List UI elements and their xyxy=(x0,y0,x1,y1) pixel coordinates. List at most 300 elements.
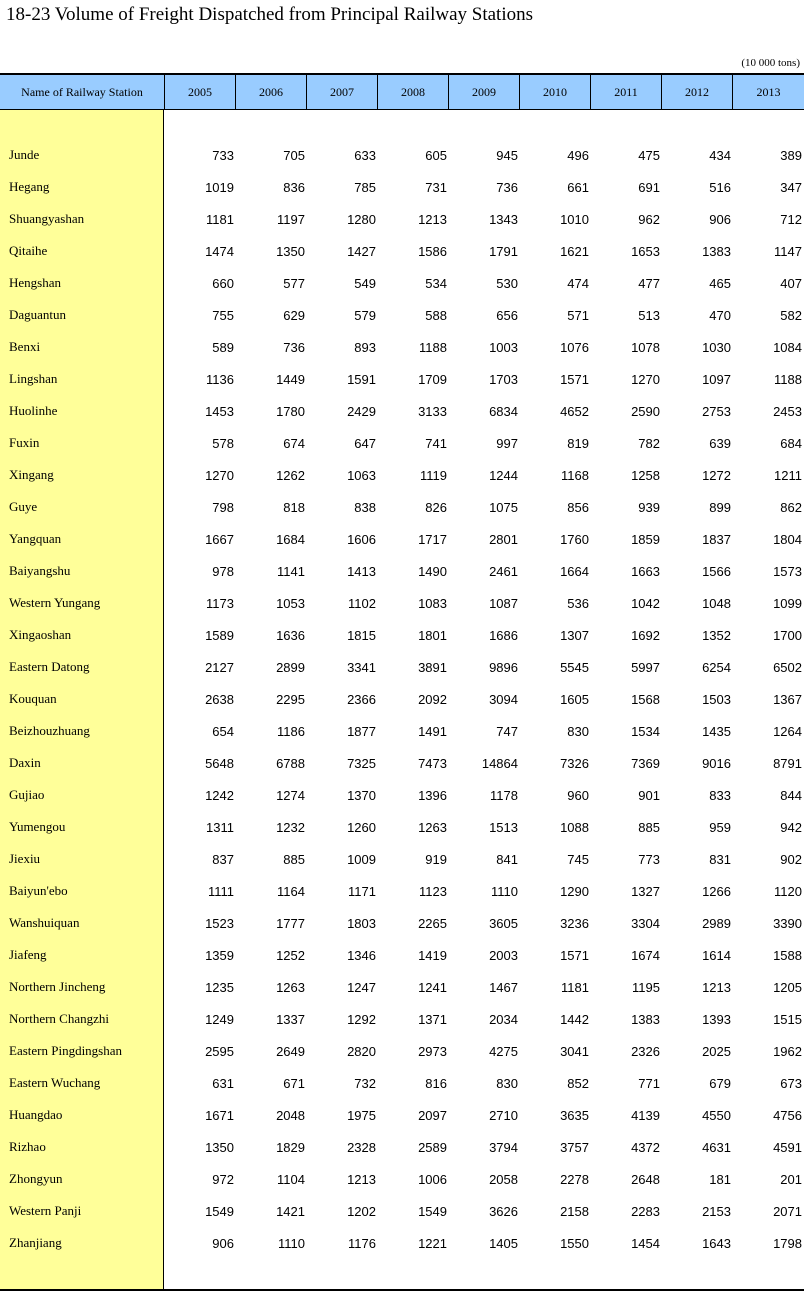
freight-value: 1053 xyxy=(276,595,305,611)
freight-value: 1877 xyxy=(347,723,376,739)
freight-value: 1571 xyxy=(560,371,589,387)
freight-value: 4139 xyxy=(631,1107,660,1123)
station-name: Xingaoshan xyxy=(9,627,72,642)
freight-value: 3794 xyxy=(489,1139,518,1155)
freight-value: 962 xyxy=(638,211,660,227)
freight-value: 1453 xyxy=(205,403,234,419)
freight-value: 1491 xyxy=(418,723,447,739)
freight-value: 1550 xyxy=(560,1235,589,1251)
freight-value: 1703 xyxy=(489,371,518,387)
freight-value: 4591 xyxy=(773,1139,802,1155)
freight-value: 1760 xyxy=(560,531,589,547)
station-name: Daxin xyxy=(9,755,41,770)
freight-value: 712 xyxy=(780,211,802,227)
station-name: Hegang xyxy=(9,179,50,194)
freight-value: 978 xyxy=(212,563,234,579)
freight-value: 2590 xyxy=(631,403,660,419)
freight-value: 6254 xyxy=(702,659,731,675)
table-row xyxy=(0,427,804,459)
freight-value: 1467 xyxy=(489,979,518,995)
station-name: Huolinhe xyxy=(9,403,58,418)
station-name: Xingang xyxy=(9,467,54,482)
freight-value: 830 xyxy=(567,723,589,739)
freight-value: 1141 xyxy=(277,563,305,579)
table-row xyxy=(0,587,804,619)
freight-value: 919 xyxy=(425,851,447,867)
station-name: Kouquan xyxy=(9,691,57,706)
freight-value: 1413 xyxy=(347,563,376,579)
freight-value: 6502 xyxy=(773,659,802,675)
freight-value: 577 xyxy=(283,275,305,291)
freight-value: 852 xyxy=(567,1075,589,1091)
freight-value: 1244 xyxy=(489,467,518,483)
freight-value: 1247 xyxy=(347,979,376,995)
freight-value: 755 xyxy=(212,307,234,323)
freight-value: 1123 xyxy=(419,883,447,899)
freight-value: 1588 xyxy=(773,947,802,963)
freight-value: 2295 xyxy=(276,691,305,707)
freight-value: 2025 xyxy=(702,1043,731,1059)
freight-value: 1643 xyxy=(702,1235,731,1251)
freight-value: 579 xyxy=(354,307,376,323)
freight-value: 1359 xyxy=(205,947,234,963)
station-name: Gujiao xyxy=(9,787,45,802)
freight-value: 1571 xyxy=(560,947,589,963)
freight-value: 1515 xyxy=(773,1011,802,1027)
freight-value: 833 xyxy=(709,787,731,803)
freight-value: 679 xyxy=(709,1075,731,1091)
freight-value: 1063 xyxy=(347,467,376,483)
freight-value: 1621 xyxy=(560,243,589,259)
freight-value: 2092 xyxy=(418,691,447,707)
freight-value: 407 xyxy=(780,275,802,291)
freight-value: 2649 xyxy=(276,1043,305,1059)
freight-value: 733 xyxy=(212,147,234,163)
freight-value: 1264 xyxy=(773,723,802,739)
freight-value: 674 xyxy=(283,435,305,451)
freight-value: 1591 xyxy=(347,371,376,387)
table-row xyxy=(0,939,804,971)
freight-value: 4550 xyxy=(702,1107,731,1123)
table-row xyxy=(0,747,804,779)
freight-value: 516 xyxy=(709,179,731,195)
freight-value: 1270 xyxy=(631,371,660,387)
freight-value: 1262 xyxy=(276,467,305,483)
table-row xyxy=(0,1003,804,1035)
freight-value: 1686 xyxy=(489,627,518,643)
freight-value: 1671 xyxy=(205,1107,234,1123)
freight-value: 1605 xyxy=(560,691,589,707)
table-row xyxy=(0,619,804,651)
freight-value: 1692 xyxy=(631,627,660,643)
freight-value: 3041 xyxy=(560,1043,589,1059)
station-name: Western Yungang xyxy=(9,595,101,610)
freight-value: 4756 xyxy=(773,1107,802,1123)
freight-value: 1442 xyxy=(560,1011,589,1027)
freight-value: 1263 xyxy=(276,979,305,995)
freight-value: 2265 xyxy=(418,915,447,931)
freight-value: 1667 xyxy=(205,531,234,547)
freight-value: 474 xyxy=(567,275,589,291)
table-row xyxy=(0,907,804,939)
freight-value: 1614 xyxy=(702,947,731,963)
table-row xyxy=(0,715,804,747)
freight-value: 837 xyxy=(212,851,234,867)
freight-value: 1837 xyxy=(702,531,731,547)
station-name: Eastern Pingdingshan xyxy=(9,1043,123,1058)
freight-value: 2278 xyxy=(560,1171,589,1187)
freight-value: 1213 xyxy=(418,211,447,227)
freight-value: 1120 xyxy=(774,883,802,899)
freight-value: 1173 xyxy=(206,595,234,611)
freight-value: 1241 xyxy=(418,979,447,995)
freight-value: 8791 xyxy=(773,755,802,771)
station-name: Beizhouzhuang xyxy=(9,723,90,738)
station-name: Eastern Wuchang xyxy=(9,1075,101,1090)
freight-value: 997 xyxy=(496,435,518,451)
freight-value: 1097 xyxy=(702,371,731,387)
freight-value: 6834 xyxy=(489,403,518,419)
freight-value: 1078 xyxy=(631,339,660,355)
freight-value: 1104 xyxy=(277,1171,305,1187)
freight-value: 1176 xyxy=(348,1235,376,1251)
freight-value: 530 xyxy=(496,275,518,291)
freight-value: 3390 xyxy=(773,915,802,931)
freight-value: 1171 xyxy=(348,883,376,899)
header-station: Name of Railway Station xyxy=(21,84,143,99)
freight-value: 1260 xyxy=(347,819,376,835)
freight-value: 741 xyxy=(425,435,447,451)
freight-value: 972 xyxy=(212,1171,234,1187)
header-year: 2009 xyxy=(448,75,519,109)
freight-value: 2753 xyxy=(702,403,731,419)
freight-value: 1568 xyxy=(631,691,660,707)
table-body xyxy=(0,139,804,1259)
table-row xyxy=(0,555,804,587)
freight-value: 1164 xyxy=(277,883,305,899)
freight-value: 773 xyxy=(638,851,660,867)
freight-value: 1003 xyxy=(489,339,518,355)
freight-value: 605 xyxy=(425,147,447,163)
freight-value: 1449 xyxy=(276,371,305,387)
unit-label: (10 000 tons) xyxy=(741,57,800,69)
freight-value: 1263 xyxy=(418,819,447,835)
freight-value: 1292 xyxy=(347,1011,376,1027)
freight-value: 571 xyxy=(567,307,589,323)
freight-value: 2899 xyxy=(276,659,305,675)
freight-value: 899 xyxy=(709,499,731,515)
freight-value: 1186 xyxy=(277,723,305,739)
freight-value: 736 xyxy=(496,179,518,195)
freight-value: 1350 xyxy=(205,1139,234,1155)
freight-value: 1791 xyxy=(489,243,518,259)
station-name: Benxi xyxy=(9,339,41,354)
freight-value: 347 xyxy=(780,179,802,195)
freight-value: 633 xyxy=(354,147,376,163)
freight-value: 1803 xyxy=(347,915,376,931)
table-row xyxy=(0,203,804,235)
freight-value: 1221 xyxy=(418,1235,447,1251)
freight-value: 1829 xyxy=(276,1139,305,1155)
freight-value: 1119 xyxy=(420,467,447,483)
freight-value: 1636 xyxy=(276,627,305,643)
freight-value: 1383 xyxy=(631,1011,660,1027)
table-row xyxy=(0,235,804,267)
freight-value: 1110 xyxy=(491,883,518,899)
freight-value: 4631 xyxy=(702,1139,731,1155)
freight-value: 1009 xyxy=(347,851,376,867)
station-name: Northern Changzhi xyxy=(9,1011,110,1026)
freight-value: 1290 xyxy=(560,883,589,899)
table-bottom-rule xyxy=(0,1289,804,1291)
freight-value: 1352 xyxy=(702,627,731,643)
freight-value: 1343 xyxy=(489,211,518,227)
freight-value: 3133 xyxy=(418,403,447,419)
freight-value: 1147 xyxy=(774,243,802,259)
freight-value: 1962 xyxy=(773,1043,802,1059)
freight-value: 1232 xyxy=(276,819,305,835)
freight-value: 731 xyxy=(425,179,447,195)
table-row xyxy=(0,1227,804,1259)
freight-value: 7326 xyxy=(560,755,589,771)
freight-value: 1030 xyxy=(702,339,731,355)
station-name: Jiexiu xyxy=(9,851,41,866)
freight-value: 470 xyxy=(709,307,731,323)
freight-value: 4275 xyxy=(489,1043,518,1059)
table-row xyxy=(0,971,804,1003)
table-row xyxy=(0,1067,804,1099)
header-year: 2008 xyxy=(377,75,448,109)
table-row xyxy=(0,651,804,683)
freight-value: 2097 xyxy=(418,1107,447,1123)
freight-value: 1674 xyxy=(631,947,660,963)
freight-value: 885 xyxy=(283,851,305,867)
freight-value: 1804 xyxy=(773,531,802,547)
freight-value: 671 xyxy=(283,1075,305,1091)
freight-value: 1327 xyxy=(631,883,660,899)
station-name: Junde xyxy=(9,147,40,162)
station-name: Huangdao xyxy=(9,1107,63,1122)
freight-value: 2595 xyxy=(205,1043,234,1059)
freight-value: 785 xyxy=(354,179,376,195)
station-name: Hengshan xyxy=(9,275,61,290)
freight-value: 2820 xyxy=(347,1043,376,1059)
freight-value: 1188 xyxy=(419,339,447,355)
freight-value: 2058 xyxy=(489,1171,518,1187)
freight-value: 1266 xyxy=(702,883,731,899)
table-row xyxy=(0,811,804,843)
freight-value: 1010 xyxy=(560,211,589,227)
freight-value: 1586 xyxy=(418,243,447,259)
freight-value: 1573 xyxy=(773,563,802,579)
freight-value: 3236 xyxy=(560,915,589,931)
table-row xyxy=(0,875,804,907)
freight-value: 959 xyxy=(709,819,731,835)
freight-value: 7369 xyxy=(631,755,660,771)
table-row xyxy=(0,139,804,171)
freight-value: 1099 xyxy=(773,595,802,611)
freight-value: 534 xyxy=(425,275,447,291)
freight-value: 1474 xyxy=(205,243,234,259)
freight-value: 9896 xyxy=(489,659,518,675)
station-name: Rizhao xyxy=(9,1139,46,1154)
freight-value: 1197 xyxy=(277,211,305,227)
freight-value: 1780 xyxy=(276,403,305,419)
freight-value: 2048 xyxy=(276,1107,305,1123)
freight-value: 1202 xyxy=(347,1203,376,1219)
freight-value: 513 xyxy=(638,307,660,323)
station-name: Zhongyun xyxy=(9,1171,63,1186)
freight-value: 1427 xyxy=(347,243,376,259)
freight-value: 2326 xyxy=(631,1043,660,1059)
freight-value: 831 xyxy=(709,851,731,867)
freight-value: 1088 xyxy=(560,819,589,835)
freight-value: 3341 xyxy=(347,659,376,675)
freight-value: 2283 xyxy=(631,1203,660,1219)
freight-value: 838 xyxy=(354,499,376,515)
station-name: Zhanjiang xyxy=(9,1235,62,1250)
freight-value: 2429 xyxy=(347,403,376,419)
freight-value: 1076 xyxy=(560,339,589,355)
freight-value: 6788 xyxy=(276,755,305,771)
freight-value: 631 xyxy=(212,1075,234,1091)
table-row xyxy=(0,299,804,331)
freight-value: 1311 xyxy=(206,819,234,835)
freight-value: 1258 xyxy=(631,467,660,483)
freight-value: 1367 xyxy=(773,691,802,707)
freight-value: 2648 xyxy=(631,1171,660,1187)
freight-value: 3757 xyxy=(560,1139,589,1155)
freight-value: 1136 xyxy=(206,371,234,387)
freight-value: 819 xyxy=(567,435,589,451)
header-year: 2005 xyxy=(164,75,235,109)
freight-value: 1337 xyxy=(276,1011,305,1027)
station-name: Baiyangshu xyxy=(9,563,71,578)
freight-value: 1859 xyxy=(631,531,660,547)
freight-value: 2710 xyxy=(489,1107,518,1123)
table-row xyxy=(0,459,804,491)
station-name: Eastern Datong xyxy=(9,659,90,674)
freight-value: 4372 xyxy=(631,1139,660,1155)
station-name: Lingshan xyxy=(9,371,58,386)
table-row xyxy=(0,1035,804,1067)
freight-value: 660 xyxy=(212,275,234,291)
freight-value: 5545 xyxy=(560,659,589,675)
freight-value: 1503 xyxy=(702,691,731,707)
freight-value: 1396 xyxy=(418,787,447,803)
freight-value: 1350 xyxy=(276,243,305,259)
freight-value: 1801 xyxy=(418,627,447,643)
freight-value: 647 xyxy=(354,435,376,451)
freight-value: 1087 xyxy=(489,595,518,611)
freight-value: 2158 xyxy=(560,1203,589,1219)
freight-value: 201 xyxy=(780,1171,802,1187)
freight-value: 893 xyxy=(354,339,376,355)
freight-value: 1393 xyxy=(702,1011,731,1027)
freight-value: 1235 xyxy=(205,979,234,995)
table-row xyxy=(0,779,804,811)
freight-value: 1534 xyxy=(631,723,660,739)
freight-value: 1490 xyxy=(418,563,447,579)
freight-value: 1435 xyxy=(702,723,731,739)
freight-value: 1709 xyxy=(418,371,447,387)
freight-value: 745 xyxy=(567,851,589,867)
table-row xyxy=(0,1195,804,1227)
freight-value: 885 xyxy=(638,819,660,835)
freight-value: 771 xyxy=(638,1075,660,1091)
freight-value: 862 xyxy=(780,499,802,515)
freight-value: 1274 xyxy=(276,787,305,803)
freight-value: 945 xyxy=(496,147,518,163)
header-year: 2012 xyxy=(661,75,732,109)
freight-value: 2453 xyxy=(773,403,802,419)
freight-value: 2127 xyxy=(205,659,234,675)
table-row xyxy=(0,683,804,715)
header-year: 2007 xyxy=(306,75,377,109)
freight-value: 1370 xyxy=(347,787,376,803)
freight-value: 589 xyxy=(212,339,234,355)
freight-value: 836 xyxy=(283,179,305,195)
freight-value: 856 xyxy=(567,499,589,515)
freight-value: 2034 xyxy=(489,1011,518,1027)
freight-value: 2589 xyxy=(418,1139,447,1155)
freight-value: 942 xyxy=(780,819,802,835)
page-title: 18-23 Volume of Freight Dispatched from Principal Railway Stations xyxy=(6,4,534,25)
freight-value: 1700 xyxy=(773,627,802,643)
freight-value: 2328 xyxy=(347,1139,376,1155)
freight-value: 1975 xyxy=(347,1107,376,1123)
table-row xyxy=(0,491,804,523)
freight-value: 5648 xyxy=(205,755,234,771)
freight-value: 1252 xyxy=(276,947,305,963)
freight-value: 1181 xyxy=(206,211,234,227)
freight-value: 1042 xyxy=(631,595,660,611)
freight-value: 1454 xyxy=(631,1235,660,1251)
freight-value: 1798 xyxy=(773,1235,802,1251)
freight-value: 798 xyxy=(212,499,234,515)
freight-value: 1589 xyxy=(205,627,234,643)
freight-value: 1019 xyxy=(205,179,234,195)
freight-value: 9016 xyxy=(702,755,731,771)
freight-value: 673 xyxy=(780,1075,802,1091)
freight-value: 1664 xyxy=(560,563,589,579)
freight-value: 389 xyxy=(780,147,802,163)
freight-value: 1188 xyxy=(774,371,802,387)
freight-value: 901 xyxy=(638,787,660,803)
freight-value: 7473 xyxy=(418,755,447,771)
station-name: Yumengou xyxy=(9,819,66,834)
freight-value: 629 xyxy=(283,307,305,323)
freight-value: 2153 xyxy=(702,1203,731,1219)
freight-value: 1242 xyxy=(205,787,234,803)
freight-value: 1048 xyxy=(702,595,731,611)
freight-value: 782 xyxy=(638,435,660,451)
freight-value: 3635 xyxy=(560,1107,589,1123)
table-row xyxy=(0,395,804,427)
freight-value: 465 xyxy=(709,275,731,291)
freight-value: 2461 xyxy=(489,563,518,579)
freight-value: 1523 xyxy=(205,915,234,931)
table-row xyxy=(0,1099,804,1131)
freight-value: 1084 xyxy=(773,339,802,355)
freight-value: 1168 xyxy=(561,467,589,483)
freight-value: 2638 xyxy=(205,691,234,707)
table-row xyxy=(0,331,804,363)
station-name: Jiafeng xyxy=(9,947,47,962)
table-row xyxy=(0,523,804,555)
freight-value: 1653 xyxy=(631,243,660,259)
header-year: 2013 xyxy=(732,75,804,109)
